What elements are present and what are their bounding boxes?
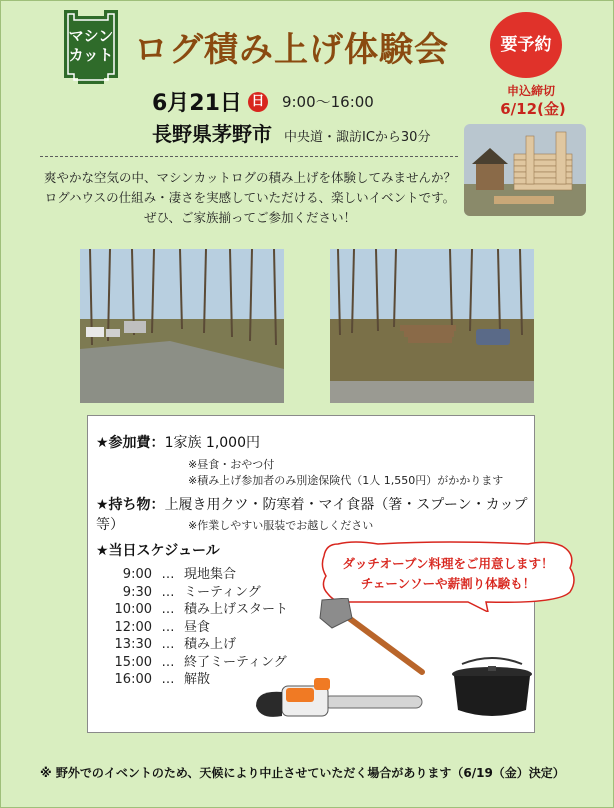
machine-cut-badge (60, 10, 122, 84)
schedule-time: 9:30 (122, 584, 152, 600)
schedule-sep: … (161, 654, 175, 670)
log-site-photo (330, 249, 534, 403)
event-time: 9:00〜16:00 (281, 93, 374, 111)
schedule-row (112, 601, 288, 619)
deadline-label: 申込締切 (506, 84, 555, 98)
fee-label: ★参加費： (96, 435, 165, 451)
schedule-label: ★当日スケジュール (96, 543, 220, 559)
fee-section (96, 432, 260, 452)
dutch-oven-icon (444, 656, 540, 724)
schedule-sep: … (161, 672, 175, 687)
items-note: ※作業しやすい服装でお越しください (188, 519, 374, 532)
schedule-time: 15:00 (114, 654, 152, 670)
fee-value: 1家族 1,000円 (164, 435, 260, 451)
log-cabin-photo (464, 124, 586, 216)
footer-note: ※ 野外でのイベントのため、天候により中止させていただく場合があります（6/19（金）決定） (40, 766, 565, 780)
schedule-desc: 終了ミーティング (184, 654, 287, 670)
event-date-row (152, 86, 374, 117)
schedule-desc: 昼食 (184, 619, 211, 635)
schedule-row (112, 584, 288, 602)
items-value: 上履き用クツ・防寒着・マイ食器（箸・スプーン・カップ等） (96, 497, 528, 533)
schedule-time: 10:00 (114, 602, 152, 617)
schedule-row (112, 654, 288, 672)
badge-line1: マシン (68, 27, 114, 45)
schedule-row (112, 636, 288, 654)
fee-note-insurance: ※積み上げ参加者のみ別途保険代（1人 1,550円）がかかります (188, 474, 504, 487)
axe-icon (318, 598, 430, 680)
fee-note-meal: ※昼食・おやつ付 (188, 458, 275, 471)
schedule-list (112, 566, 288, 689)
intro-line3: ぜひ、ご家族揃ってご参加ください！ (143, 210, 356, 225)
schedule-row (112, 566, 288, 584)
chainsaw-icon (252, 676, 424, 726)
reservation-required-badge: 要予約 (490, 12, 562, 78)
schedule-time: 16:00 (114, 672, 152, 687)
bubble-line1: ダッチオーブン料理をご用意します！ (342, 556, 554, 571)
schedule-sep: … (161, 619, 175, 635)
schedule-time: 13:30 (114, 637, 152, 652)
schedule-sep: … (161, 584, 175, 600)
intro-line2: ログハウスの仕組み・凄さを実感していただける、楽しいイベントです。 (44, 190, 456, 205)
schedule-time: 9:00 (122, 567, 152, 582)
schedule-desc: 積み上げ (184, 637, 237, 652)
schedule-sep: … (161, 637, 175, 652)
items-label: ★持ち物： (96, 497, 165, 513)
page-title: ログ積み上げ体験会 (134, 30, 449, 70)
divider (40, 156, 458, 157)
schedule-sep: … (161, 567, 175, 582)
schedule-row (112, 619, 288, 637)
schedule-sep: … (161, 602, 175, 617)
intro-line1: 爽やかな空気の中、マシンカットログの積み上げを体験してみませんか？ (43, 170, 457, 185)
event-place: 長野県茅野市 (152, 122, 272, 146)
event-place-row (152, 118, 430, 147)
schedule-desc: 現地集合 (184, 567, 237, 582)
badge-line2: カット (68, 46, 114, 64)
intro-text (40, 168, 460, 228)
schedule-time: 12:00 (114, 619, 152, 635)
event-date: 6月21日 (152, 91, 242, 116)
bubble-line2: チェーンソーや薪割り体験も！ (360, 576, 536, 591)
deadline-date: 6/12(金) (500, 100, 566, 118)
schedule-desc: 積み上げスタート (184, 602, 289, 617)
forest-road-photo (80, 249, 284, 403)
schedule-desc: ミーティング (184, 584, 261, 600)
event-day-badge: 日 (248, 92, 268, 112)
schedule-desc: 解散 (184, 672, 211, 687)
event-access: 中央道・諏訪ICから30分 (284, 130, 431, 145)
